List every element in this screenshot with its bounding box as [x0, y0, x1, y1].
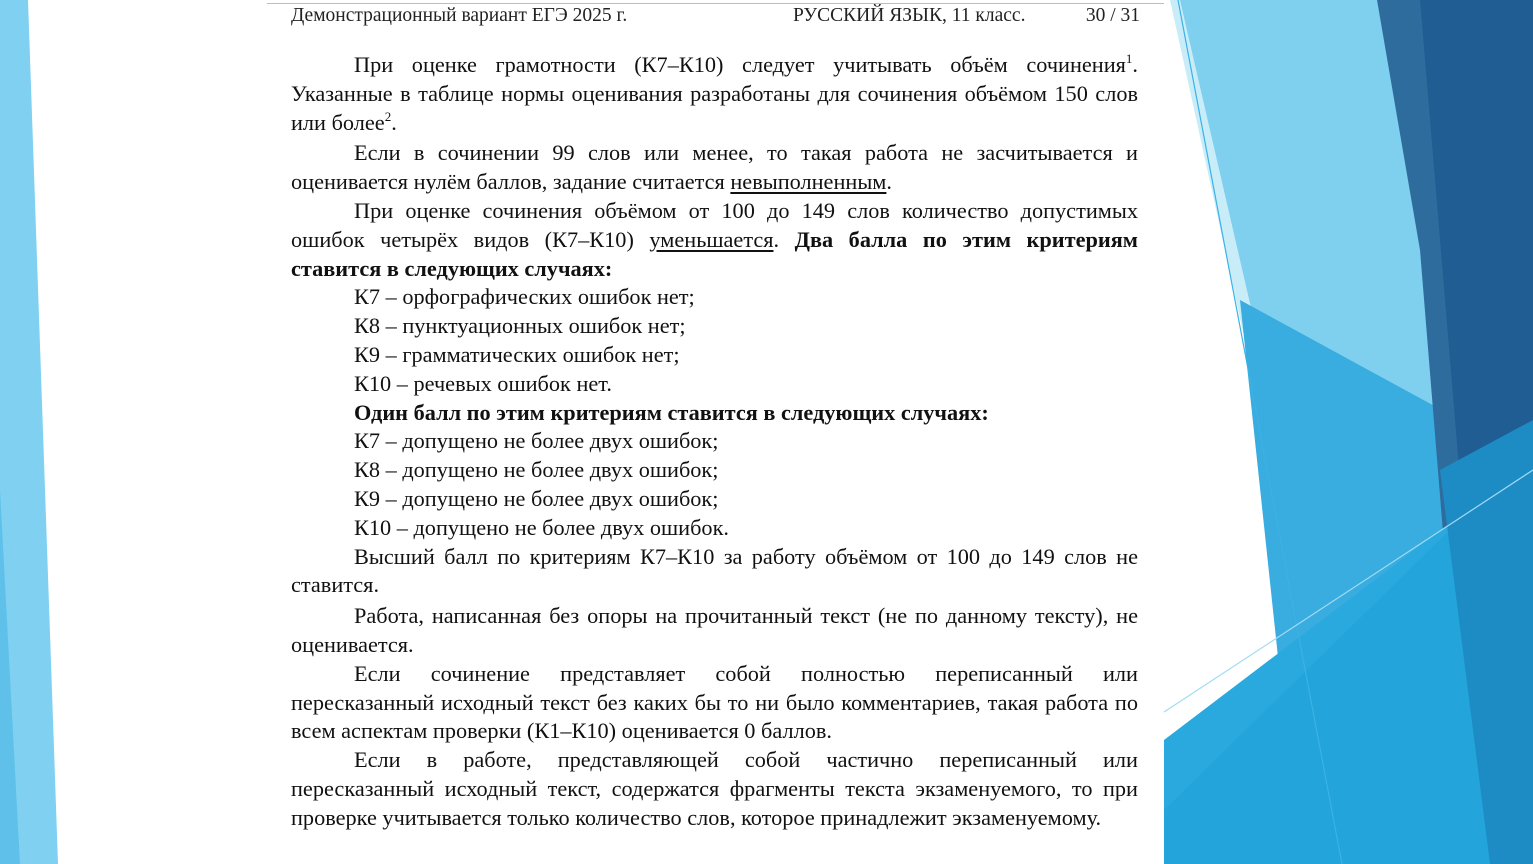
document-page	[267, 0, 1164, 864]
header-exam-title: Демонстрационный вариант ЕГЭ 2025 г.	[291, 5, 628, 26]
bold-heading-two-points: Два балла по этим критериям ставится в следующих случаях:	[291, 226, 1138, 281]
header-page-number: 30 / 31	[1085, 5, 1140, 26]
footnote-ref-2: 2	[384, 108, 392, 124]
criterion-line: К9 – грамматических ошибок нет;	[354, 341, 680, 367]
paragraph-full-copy: Если сочинение представляет собой полностью переписанный или пересказанный исходный текст без каких бы то ни было комментариев, такая работа по всем аспектам проверки (К1–К10) оценивается 0 баллов.	[291, 660, 1138, 744]
paragraph-volume-note	[291, 51, 1138, 137]
paragraph-no-source: Работа, написанная без опоры на прочитанный текст (не по данному тексту), не оценивается.	[291, 603, 1138, 657]
text-span: .	[773, 226, 795, 252]
text-span: .	[886, 169, 892, 195]
criterion-line: К10 – речевых ошибок нет.	[354, 370, 612, 396]
footnote-ref-1: 1	[1125, 51, 1133, 66]
paragraph-99-words	[291, 139, 1138, 197]
document-body	[291, 51, 1138, 833]
criterion-line: К9 – допущено не более двух ошибок;	[354, 485, 719, 511]
header-subject: РУССКИЙ ЯЗЫК, 11 класс.	[793, 5, 1026, 26]
text-span: При оценке грамотности (К7–К10) следует учитывать объём сочинения	[354, 52, 1126, 77]
criterion-line: К7 – орфографических ошибок нет;	[354, 284, 695, 310]
paragraph-100-149-words	[291, 197, 1138, 283]
underlined-term: невыполненным	[730, 169, 887, 195]
text-span: . Указанные в таблице нормы оценивания разработаны для сочинения объёмом 150 слов или более	[291, 52, 1138, 135]
paragraph-partial-copy: Если в работе, представляющей собой частично переписанный или пересказанный исходный текст, содержатся фрагменты текста экзаменуемого, то при проверке учитывается только количество слов, которое принадлежит экзаменуемому.	[291, 747, 1138, 830]
criterion-line: К7 – допущено не более двух ошибок;	[354, 428, 719, 454]
paragraph-max-score: Высший балл по критериям К7–К10 за работу объёмом от 100 до 149 слов не ставится.	[291, 543, 1138, 598]
text-span: При оценке сочинения объёмом от 100 до 149 слов количество допустимых ошибок четырёх видов (К7–К10)	[291, 197, 1138, 252]
text-span: Если в сочинении 99 слов или менее, то такая работа не засчитывается и оценивается нулём баллов, задание считается	[291, 140, 1138, 195]
bold-heading-one-point: Один балл по этим критериям ставится в следующих случаях:	[354, 399, 989, 425]
criterion-line: К8 – пунктуационных ошибок нет;	[354, 313, 686, 339]
text-span: .	[391, 109, 397, 135]
criterion-line: К8 – допущено не более двух ошибок;	[354, 457, 719, 483]
criterion-line: К10 – допущено не более двух ошибок.	[354, 514, 729, 540]
underlined-term: уменьшается	[649, 226, 774, 252]
page-header	[291, 3, 1140, 29]
